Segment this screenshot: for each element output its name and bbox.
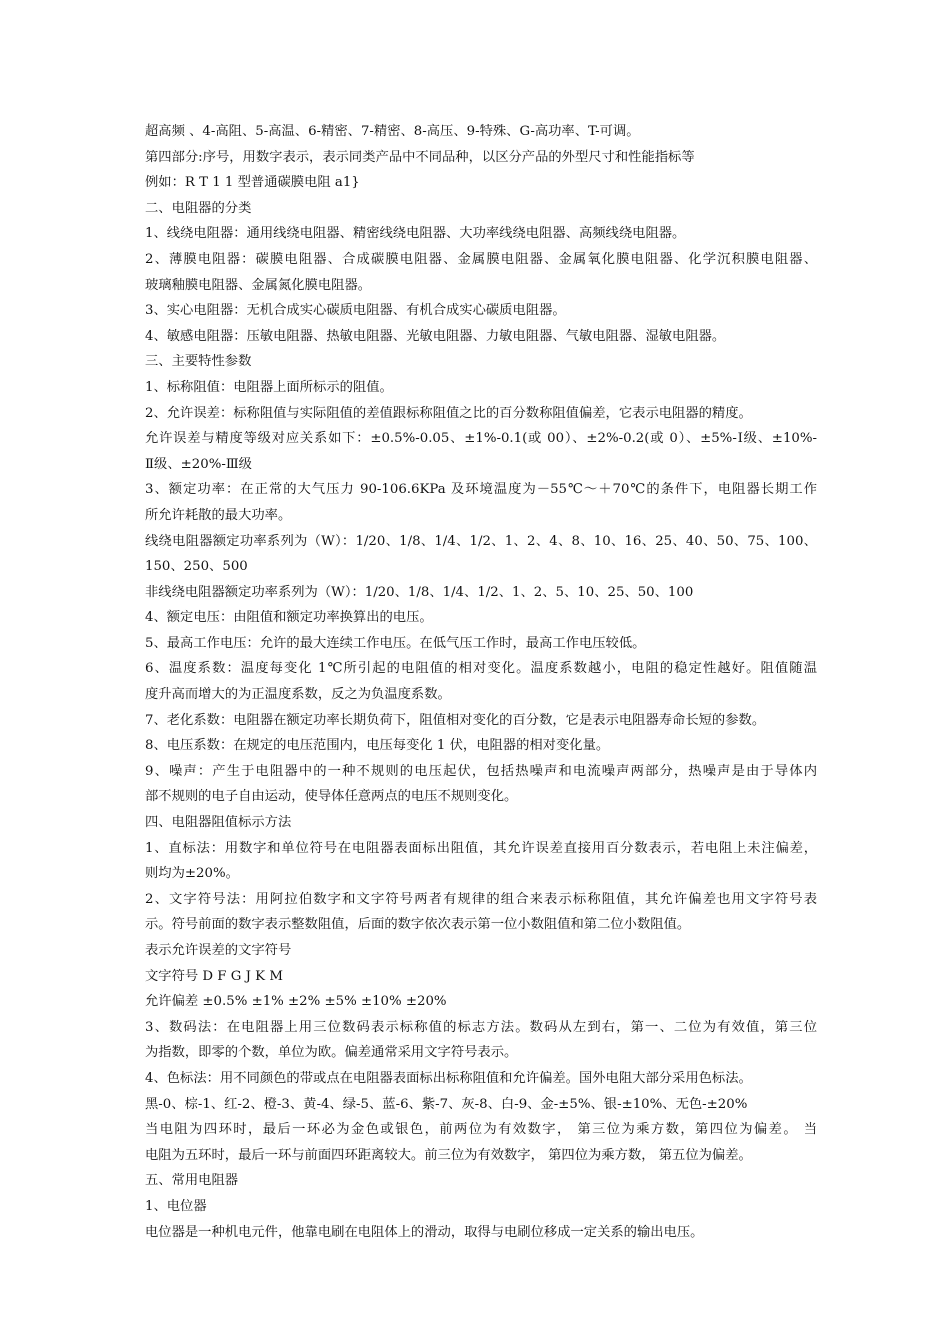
text-line: 则均为±20%。 (145, 866, 239, 882)
text-line: 6、温度系数：温度每变化 1℃所引起的电阻值的相对变化。温度系数越小，电阻的稳定性越好。阻值随温 (145, 661, 817, 677)
text-line: 1、标称阻值：电阻器上面所标示的阻值。 (145, 379, 393, 395)
text-line: 超高频 、4-高阻、5-高温、6-精密、7-精密、8-高压、9-特殊、G-高功率、T-可调。 (145, 124, 640, 139)
text-line: 表示允许误差的文字符号 (145, 943, 292, 958)
text-line: 150、250、500 (145, 559, 248, 575)
text-line: 4、额定电压：由阻值和额定功率换算出的电压。 (145, 610, 433, 626)
text-line: 3、额定功率：在正常的大气压力 90-106.6KPa 及环境温度为－55℃～＋70℃的条件下，电阻器长期工作 (145, 482, 817, 498)
text-line: 部不规则的电子自由运动，使导体任意两点的电压不规则变化。 (145, 789, 518, 805)
section-heading: 四、电阻器阻值标示方法 (145, 815, 292, 831)
text-line: 3、实心电阻器：无机合成实心碳质电阻器、有机合成实心碳质电阻器。 (145, 303, 566, 319)
section-heading: 二、电阻器的分类 (145, 200, 252, 216)
text-line: 所允许耗散的最大功率。 (145, 507, 292, 523)
text-line: 2、允许误差：标称阻值与实际阻值的差值跟标称阻值之比的百分数称阻值偏差，它表示电阻器的精度。 (145, 405, 752, 421)
text-line: 1、线绕电阻器：通用线绕电阻器、精密线绕电阻器、大功率线绕电阻器、高频线绕电阻器。 (145, 226, 686, 242)
text-line: 度升高而增大的为正温度系数，反之为负温度系数。 (145, 687, 451, 703)
text-line: 2、薄膜电阻器：碳膜电阻器、合成碳膜电阻器、金属膜电阻器、金属氧化膜电阻器、化学沉积膜电阻器、 (145, 251, 817, 267)
text-line: 黑-0、棕-1、红-2、橙-3、黄-4、绿-5、蓝-6、紫-7、灰-8、白-9、金-±5%、银-±10%、无色-±20% (145, 1096, 748, 1112)
text-line: 3、数码法：在电阻器上用三位数码表示标称值的标志方法。数码从左到右，第一、二位为有效值，第三位 (145, 1019, 817, 1035)
document-body (145, 119, 817, 1245)
text-line: 当电阻为四环时，最后一环必为金色或银色，前两位为有效数字， 第三位为乘方数，第四位为偏差。 当 (145, 1122, 817, 1138)
text-line: Ⅱ级、±20%-Ⅲ级 (145, 456, 252, 472)
text-line: 7、老化系数：电阻器在额定功率长期负荷下，阻值相对变化的百分数，它是表示电阻器寿命长短的参数。 (145, 712, 766, 728)
text-line: 例如：R T 1 1 型普通碳膜电阻 a1} (145, 175, 360, 191)
text-line: 示。符号前面的数字表示整数阻值，后面的数字依次表示第一位小数阻值和第二位小数阻值。 (145, 917, 691, 933)
text-line: 电阻为五环时，最后一环与前面四环距离较大。前三位为有效数字， 第四位为乘方数， 第五位为偏差。 (145, 1147, 752, 1163)
text-line: 4、敏感电阻器：压敏电阻器、热敏电阻器、光敏电阻器、力敏电阻器、气敏电阻器、湿敏电阻器。 (145, 328, 726, 344)
text-line: 为指数，即零的个数，单位为欧。偏差通常采用文字符号表示。 (145, 1045, 518, 1061)
text-line: 第四部分:序号，用数字表示，表示同类产品中不同品种，以区分产品的外型尺寸和性能指标等 (145, 149, 695, 165)
section-heading: 五、常用电阻器 (145, 1173, 239, 1189)
text-line: 玻璃釉膜电阻器、金属氮化膜电阻器。 (145, 277, 372, 293)
text-line: 8、电压系数：在规定的电压范围内，电压每变化 1 伏，电阻器的相对变化量。 (145, 738, 610, 754)
text-line: 1、电位器 (145, 1198, 207, 1214)
text-line: 5、最高工作电压：允许的最大连续工作电压。在低气压工作时，最高工作电压较低。 (145, 635, 646, 651)
text-line: 电位器是一种机电元件，他靠电刷在电阻体上的滑动，取得与电刷位移成一定关系的输出电压。 (145, 1224, 704, 1240)
text-line: 1、直标法：用数字和单位符号在电阻器表面标出阻值，其允许误差直接用百分数表示，若电阻上未注偏差， (145, 840, 817, 856)
text-line: 允许偏差 ±0.5% ±1% ±2% ±5% ±10% ±20% (145, 994, 447, 1010)
text-line: 2、文字符号法：用阿拉伯数字和文字符号两者有规律的组合来表示标称阻值，其允许偏差也用文字符号表 (145, 891, 817, 907)
text-line: 9、噪声：产生于电阻器中的一种不规则的电压起伏，包括热噪声和电流噪声两部分，热噪声是由于导体内 (145, 763, 817, 779)
text-line: 文字符号 D F G J K M (145, 968, 283, 984)
section-heading: 三、主要特性参数 (145, 354, 252, 370)
text-line: 非线绕电阻器额定功率系列为（W）：1/20、1/8、1/4、1/2、1、2、5、10、25、50、100 (145, 584, 694, 600)
text-line: 4、色标法：用不同颜色的带或点在电阻器表面标出标称阻值和允许偏差。国外电阻大部分采用色标法。 (145, 1070, 752, 1086)
text-line: 线绕电阻器额定功率系列为（W）：1/20、1/8、1/4、1/2、1、2、4、8、10、16、25、40、50、75、100、 (145, 533, 817, 549)
text-line: 允许误差与精度等级对应关系如下：±0.5%-0.05、±1%-0.1(或 00）、±2%-0.2(或 0）、±5%-Ⅰ级、±10%- (145, 431, 817, 447)
